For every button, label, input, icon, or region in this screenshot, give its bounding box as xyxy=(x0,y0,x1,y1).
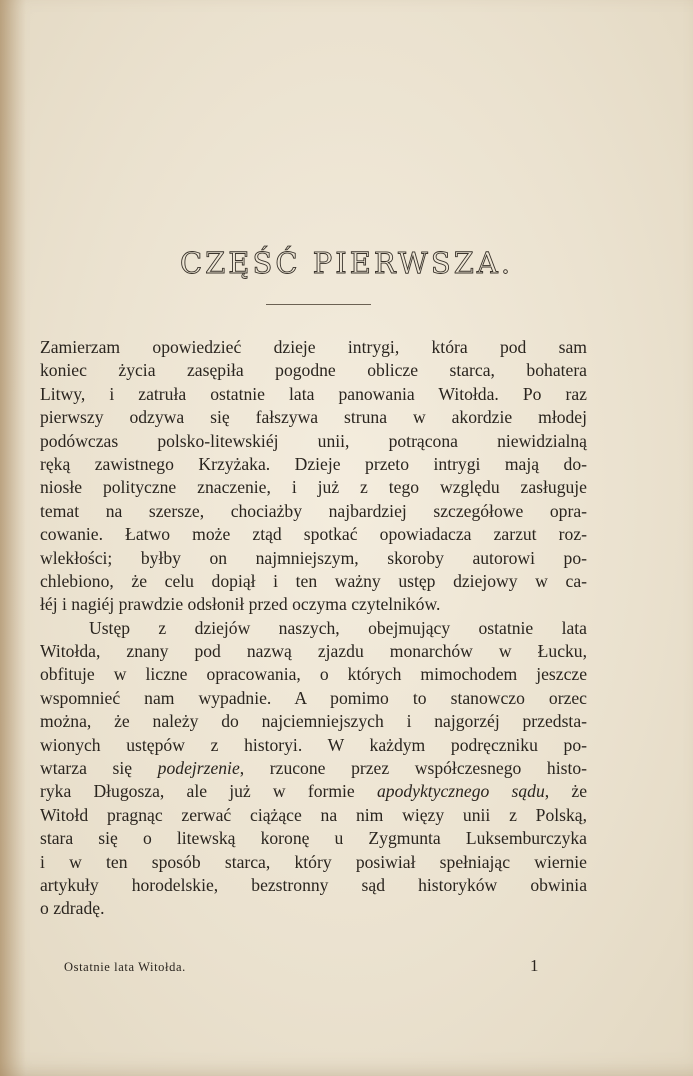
text-line: pierwszy odzywa się fałszywa struna w akordzie młodej xyxy=(40,407,587,428)
text-line: łéj i nagiéj prawdzie odsłonił przed oczyma czytelników. xyxy=(40,594,441,615)
text-line: można, że należy do najciemniejszych i najgorzéj przedsta- xyxy=(40,711,587,732)
running-footer-title: Ostatnie lata Witołda. xyxy=(64,960,186,974)
text-line: i w ten sposób starca, który posiwiał spełniając wiernie xyxy=(40,851,587,872)
text-line: niosłe polityczne znaczenie, i już z tego względu zasługuje xyxy=(40,477,587,498)
text-line: stara się o litewską koronę u Zygmunta Luksemburczyka xyxy=(40,828,587,849)
text-line: ręką zawistnego Krzyżaka. Dzieje przeto intrygi mają do- xyxy=(40,453,587,474)
page-number: 1 xyxy=(530,956,539,975)
text-line: wtarza się podejrzenie, rzucone przez współczesnego histo- xyxy=(40,758,587,779)
text-line: Ustęp z dziejów naszych, obejmujący ostatnie lata xyxy=(89,617,587,638)
text-line: artykuły horodelskie, bezstronny sąd historyków obwinia xyxy=(40,874,587,895)
page-edge-stain xyxy=(0,0,26,1076)
text-line: cowanie. Łatwo może ztąd spotkać opowiadacza zarzut roz- xyxy=(40,524,587,545)
text-line: obfituje w liczne opracowania, o których mimochodem jeszcze xyxy=(40,664,587,685)
text-line: koniec życia zasępiła pogodne oblicze starca, bohatera xyxy=(40,360,587,381)
text-line: temat na szersze, chociażby najbardziej szczegółowe opra- xyxy=(40,500,587,521)
text-line: chlebiono, że celu dopiął i ten ważny ustęp dziejowy w ca- xyxy=(40,570,587,591)
text-line: podówczas polsko-litewskiéj unii, potrącona niewidzialną xyxy=(40,430,587,451)
text-line: Zamierzam opowiedzieć dzieje intrygi, która pod sam xyxy=(40,337,587,357)
text-line: ryka Długosza, ale już w formie apodyktycznego sądu, że xyxy=(40,781,588,802)
text-line: wlekłości; byłby on najmniejszym, skoroby autorowi po- xyxy=(40,547,587,568)
text-line: wspomnieć nam wypadnie. A pomimo to stanowczo orzec xyxy=(40,687,587,708)
text-line: Witołd pragnąc zerwać ciążące na nim więzy unii z Polską, xyxy=(40,804,587,825)
text-line: wionych ustępów z historyi. W każdym podręczniku po- xyxy=(40,734,587,755)
chapter-heading: CZĘŚĆ PIERWSZA. xyxy=(179,246,514,280)
text-line: Litwy, i zatruła ostatnie lata panowania Witołda. Po raz xyxy=(40,383,587,404)
text-line: Witołda, znany pod nazwą zjazdu monarchów w Łucku, xyxy=(40,641,587,662)
body-text xyxy=(40,336,587,921)
text-line: o zdradę. xyxy=(40,898,105,919)
heading-rule xyxy=(266,304,371,305)
